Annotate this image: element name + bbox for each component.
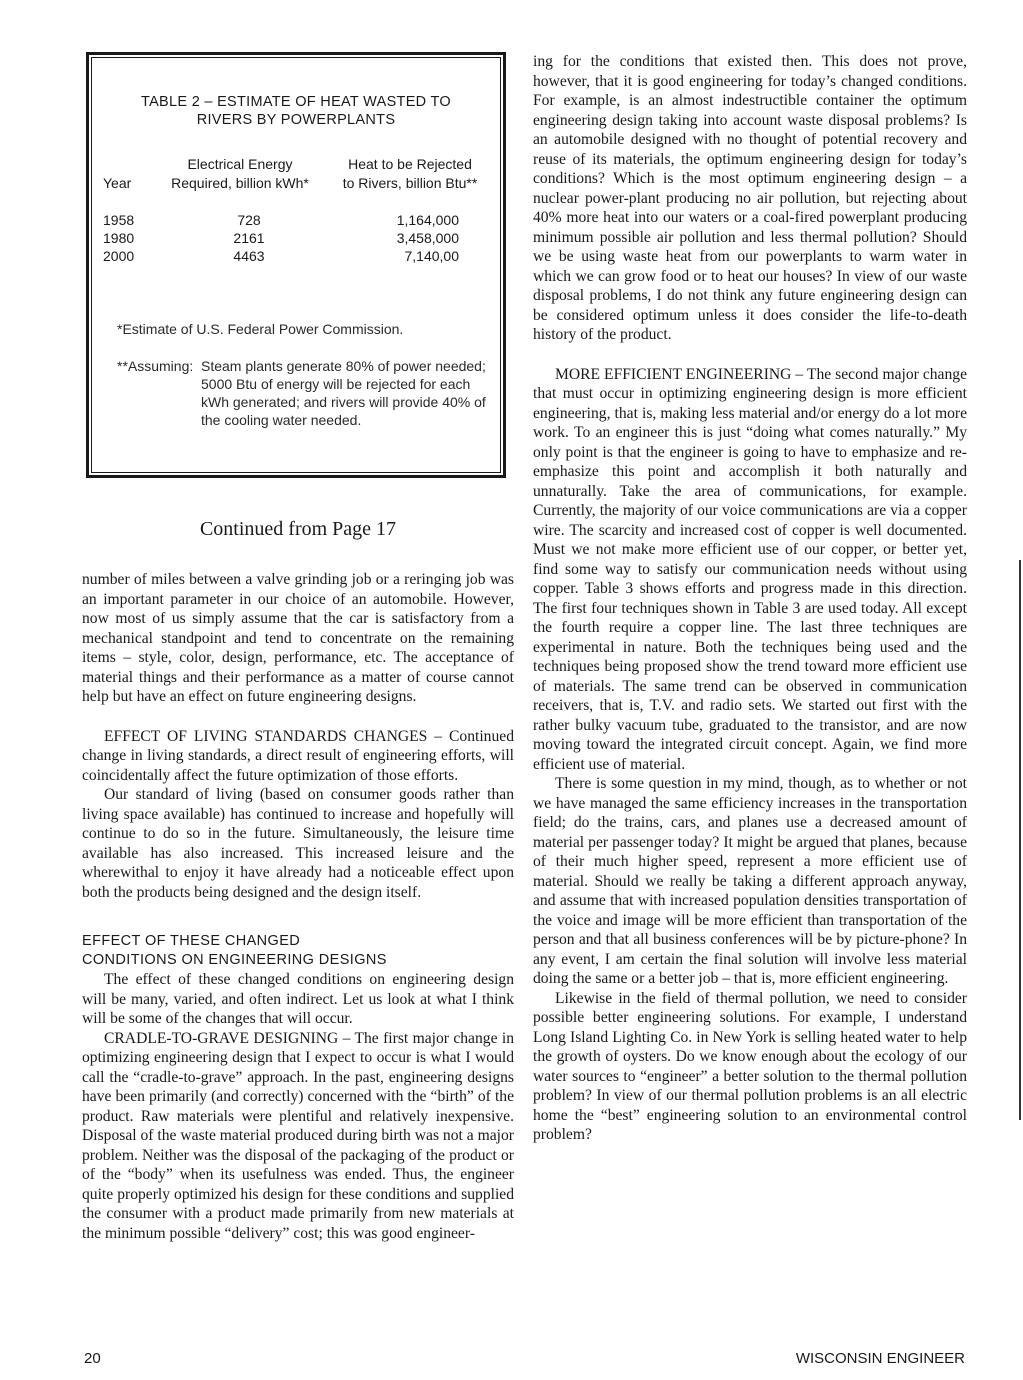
cell-energy: 2161 <box>233 230 265 246</box>
cell-heat: 3,458,000 <box>396 230 459 246</box>
cell-year: 2000 <box>103 248 135 264</box>
publication-name: WISCONSIN ENGINEER <box>795 1350 965 1367</box>
paragraph: Likewise in the field of thermal pollution, we need to consider possible better engineering solutions. For example, I understand Long Island Lighting Co. in New York is selling heated water to help the growth of oysters. Do we know enough about the ecology of our water sources to “engineer” a better solution to the thermal pollution problem? In view of our thermal pollution problems is an all electric home the “best” engineering solution to an environmental control problem? <box>533 989 967 1143</box>
col-header-heat-line2: to Rivers, billion Btu** <box>342 175 478 191</box>
table-title <box>89 93 503 129</box>
section-heading-line1: EFFECT OF THESE CHANGED <box>82 933 301 949</box>
paragraph: CRADLE-TO-GRAVE DESIGNING – The first major change in optimizing engineering design that I expect to occur is what I would call the “cradle-to-grave” approach. In the past, engineering designs have been primarily (and correctly) concerned with the “birth” of the product. Raw materials were plentiful and relatively inexpensive. Disposal of the waste material produced during birth was not a major problem. Neither was the disposal of the packaging of the product or of the “body” when its usefulness was ended. Thus, the engineer quite properly optimized his design for these conditions and supplied the consumer with a product made primarily from new materials at the minimum possible “delivery” cost; this was good engineer- <box>82 1029 514 1242</box>
col-header-heat-line1: Heat to be Rejected <box>348 156 472 172</box>
table-title-line2: RIVERS BY POWERPLANTS <box>196 112 396 128</box>
paragraph: ing for the conditions that existed then. This does not prove, however, that it is good engineering for today’s changed conditions. For example, is an almost indestructible container the optimum engineering design taking into account waste disposal problems? Is an automobile designed with no thought of potential recovery and reuse of its materials, the optimum engineering design for today’s conditions? Which is the most optimum engineering design – a nuclear power-plant producing no air pollution, but rejecting about 40% more heat into our waters or a coal-fired powerplant producing minimum possible air pollution and less thermal pollution? Should we be using waste heat from our powerplants to warm water in which we can grow food or to heat our houses? In view of our waste disposal problems, I do not think any future engineering design can be considered optimum unless it does consider the life-to-death history of the product. <box>533 53 967 343</box>
col-header-energy-line2: Required, billion kWh* <box>171 175 309 191</box>
cell-heat: 1,164,000 <box>396 212 459 228</box>
table-2-box <box>86 52 506 478</box>
table-title-line1: TABLE 2 – ESTIMATE OF HEAT WASTED TO <box>141 94 451 110</box>
col-header-energy <box>155 155 325 193</box>
col-header-heat <box>325 155 495 193</box>
section-heading-line2: CONDITIONS ON ENGINEERING DESIGNS <box>82 952 387 968</box>
col-header-energy-line1: Electrical Energy <box>187 156 293 172</box>
paragraph: EFFECT OF LIVING STANDARDS CHANGES – Continued change in living standards, a direct result of engineering efforts, will coincidentally affect the future optimization of those efforts. <box>82 727 514 784</box>
cell-year: 1980 <box>103 230 135 246</box>
section-heading <box>82 932 514 970</box>
paragraph: Our standard of living (based on consumer goods rather than living space available) has continued to increase and hopefully will continue to do so in the future. Simultaneously, the leisure time available has also increased. This increased leisure and the wherewithal to enjoy it have already had a noticeable effect upon both the products being designed and the design itself. <box>82 786 514 901</box>
page-number: 20 <box>84 1350 101 1367</box>
cell-energy: 4463 <box>233 248 265 264</box>
table-footnote-2 <box>117 357 495 429</box>
col-header-year: Year <box>103 175 132 191</box>
paragraph: MORE EFFICIENT ENGINEERING – The second major change that must occur in optimizing engineering design is more efficient engineering, that is, making less material and/or energy do a lot more work. To an engineer this is just “doing what comes naturally.” My only point is that the engineer is going to have to emphasize and re-emphasize this point and accomplish it both naturally and unnaturally. Take the area of communications, for example. Currently, the majority of our voice communications are via a copper wire. The scarcity and increased cost of copper is well documented. Must we not make more efficient use of our copper, or better yet, find some way to satisfy our communication needs without using copper. Table 3 shows efforts and progress made in this direction. The first four techniques shown in Table 3 are used today. All except the fourth require a copper line. The last three techniques are experimental in nature. Both the techniques being used and the techniques being proposed show the trend toward more efficient use of materials. The same trend can be observed in communication receivers, that is, T.V. and radio sets. We started out first with the rather bulky vacuum tube, graduated to the transistor, and are now moving toward the integrated circuit concept. Again, we find more efficient use of material. <box>533 365 967 773</box>
page-edge-rule <box>1019 560 1021 1120</box>
left-column <box>82 570 514 1243</box>
cell-year: 1958 <box>103 212 135 228</box>
table-footnote-1: *Estimate of U.S. Federal Power Commission. <box>117 321 404 337</box>
right-column <box>533 52 967 1145</box>
paragraph: The effect of these changed conditions on engineering design will be many, varied, and often indirect. Let us look at what I think will be some of the changes that will occur. <box>82 971 514 1027</box>
cell-energy: 728 <box>237 212 261 228</box>
table-footnote-2-prefix: **Assuming: <box>117 358 194 374</box>
paragraph: There is some question in my mind, though, as to whether or not we have managed the same efficiency increases in the transportation field; do the trains, cars, and planes use a decreased amount of material per passenger today? It might be argued that planes, because of their much higher speed, represent a more efficient use of material. Should we really be taking a different approach anyway, and assume that with increased population densities transportation of the voice and image will be more efficient than transportation of the person and that all business conferences will be by picture-phone? In any event, I am certain the final solution will involve less material doing the same or a better job – that is, more efficient engineering. <box>533 775 967 987</box>
paragraph: number of miles between a valve grinding job or a reringing job was an important parameter in our choice of an automobile. However, now most of us simply assume that the car is satisfactory from a mechanical standpoint and tend to concentrate on the remaining items – style, color, design, performance, etc. The acceptance of material things and their performance as a matter of course cannot help but have an effect on future engineering designs. <box>82 571 514 705</box>
cell-heat: 7,140,00 <box>404 248 459 264</box>
continued-from-label: Continued from Page 17 <box>199 518 397 540</box>
table-footnote-2-text: Steam plants generate 80% of power needed; 5000 Btu of energy will be rejected for each kWh generated; and rivers will provide 40% of the cooling water needed. <box>201 358 486 428</box>
